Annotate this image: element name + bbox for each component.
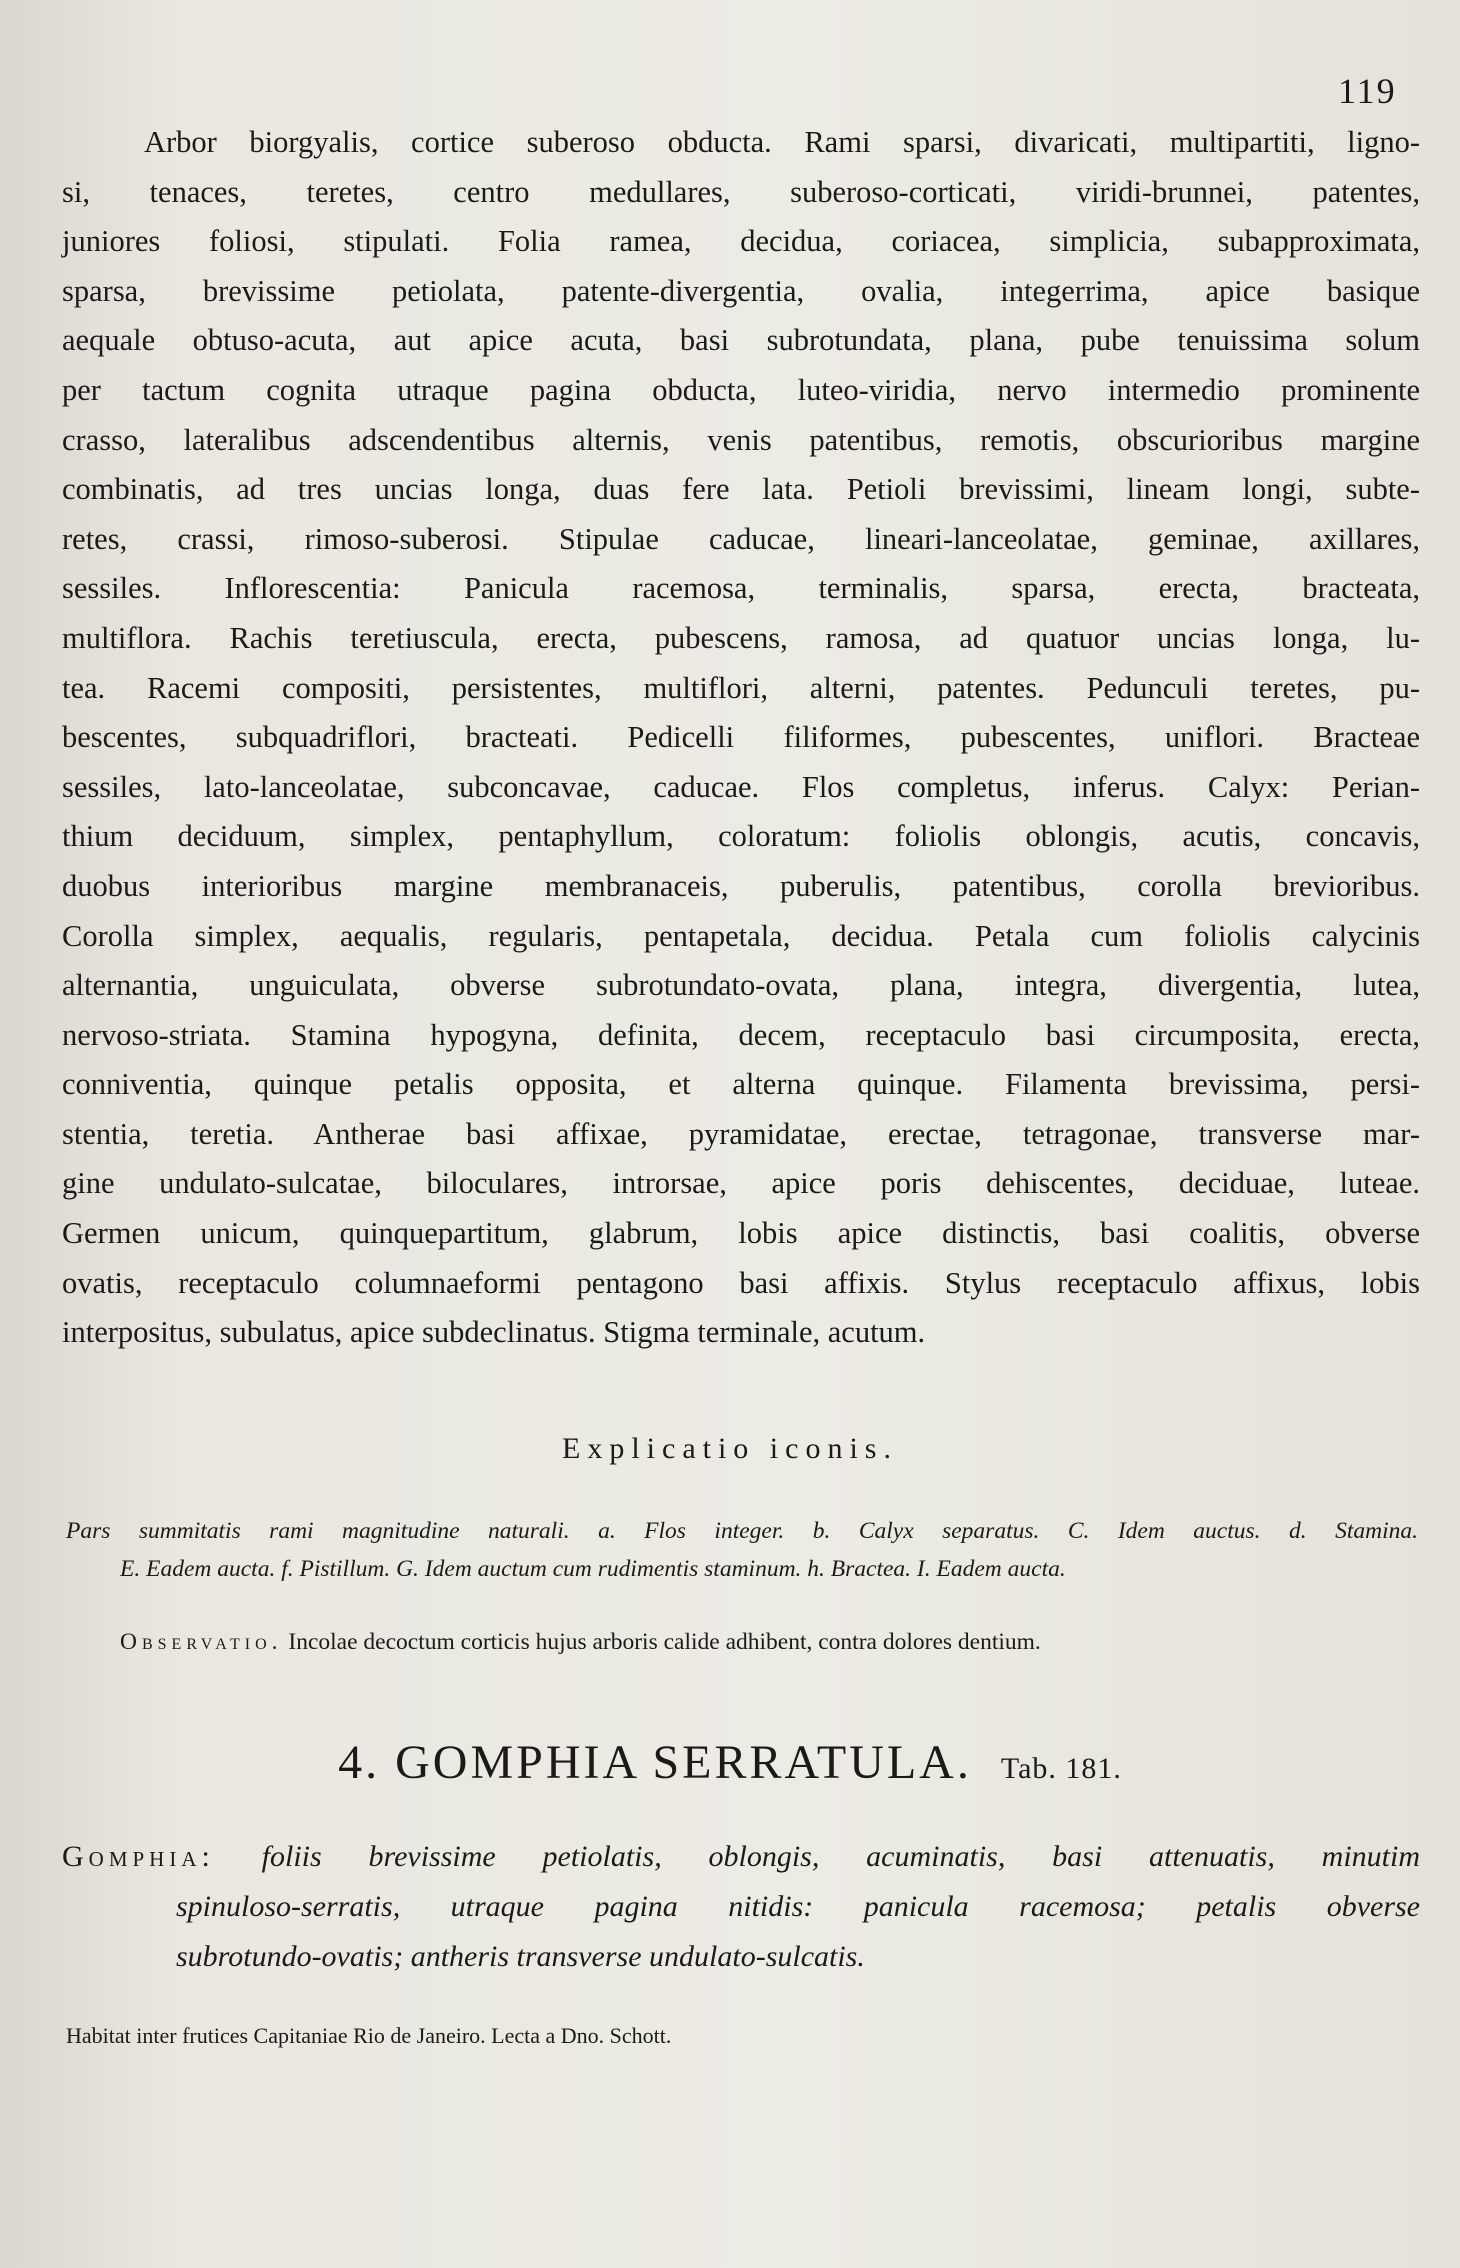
plate-reference: Tab. 181. [1000,1752,1122,1785]
description-line: sparsa, brevissime petiolata, patente-divergentia, ovalia, integerrima, apice basique [62,273,1420,308]
species-diagnosis [62,1832,1420,1982]
description-line: per tactum cognita utraque pagina obducta, luteo-viridia, nervo intermedio prominente [62,372,1420,407]
description-line: combinatis, ad tres uncias longa, duas fere lata. Petioli brevissimi, lineam longi, subte- [62,472,1420,507]
observatio [120,1629,1420,1656]
description-line: ovatis, receptaculo columnaeformi pentagono basi affixis. Stylus receptaculo affixus, lobis [62,1265,1420,1300]
description-line: si, tenaces, teretes, centro medullares, suberoso-corticati, viridi-brunnei, patentes, [62,174,1420,209]
diagnosis-line: subrotundo-ovatis; antheris transverse undulato-sulcatis. [176,1940,865,1973]
species-number: 4. [338,1736,381,1789]
description-line: thium deciduum, simplex, pentaphyllum, coloratum: foliolis oblongis, acutis, concavis, [62,819,1420,854]
observatio-label: Observatio. [120,1629,283,1655]
diagnosis-line: foliis brevissime petiolatis, oblongis, acuminatis, basi attenuatis, minutim [261,1840,1420,1873]
page-number: 119 [1338,71,1397,111]
species-heading [0,1735,1460,1790]
description-line: alternantia, unguiculata, obverse subrotundato-ovata, plana, integra, divergentia, lutea, [62,968,1420,1003]
description-line: interpositus, subulatus, apice subdeclinatus. Stigma terminale, acutum. [62,1315,926,1350]
explicatio-heading: Explicatio iconis. [562,1432,898,1465]
observatio-text: Incolae decoctum corticis hujus arboris calide adhibent, contra dolores dentium. [288,1629,1041,1655]
explicatio-line: E. Eadem aucta. f. Pistillum. G. Idem auctum cum rudimentis staminum. h. Bractea. I. Eadem aucta. [120,1556,1066,1582]
description-line: Corolla simplex, aequalis, regularis, pentapetala, decidua. Petala cum foliolis calycinis [62,918,1420,953]
description-line: crasso, lateralibus adscendentibus alternis, venis patentibus, remotis, obscurioribus margine [62,422,1420,457]
description-line: juniores foliosi, stipulati. Folia ramea, decidua, coriacea, simplicia, subapproximata, [62,224,1420,259]
description-line: sessiles. Inflorescentia: Panicula racemosa, terminalis, sparsa, erecta, bracteata, [62,571,1420,606]
description-line: duobus interioribus margine membranaceis, puberulis, patentibus, corolla brevioribus. [62,868,1420,903]
species-name: GOMPHIA SERRATULA. [395,1736,972,1789]
description-line: sessiles, lato-lanceolatae, subconcavae, caducae. Flos completus, inferus. Calyx: Perian- [62,769,1420,804]
explicatio-text [66,1512,1418,1588]
habitat-note: Habitat inter frutices Capitaniae Rio de Janeiro. Lecta a Dno. Schott. [66,2023,672,2048]
description-line: Germen unicum, quinquepartitum, glabrum, lobis apice distinctis, basi coalitis, obverse [62,1216,1420,1251]
description-line: nervoso-striata. Stamina hypogyna, definita, decem, receptaculo basi circumposita, erecta, [62,1017,1420,1052]
description-line: aequale obtuso-acuta, aut apice acuta, basi subrotundata, plana, pube tenuissima solum [62,323,1420,358]
diagnosis-genus: Gomphia: [62,1840,215,1873]
diagnosis-first-line [62,1832,1420,1882]
description-line: Arbor biorgyalis, cortice suberoso obducta. Rami sparsi, divaricati, multipartiti, ligno- [144,125,1420,159]
species-description [62,118,1420,1358]
description-line: stentia, teretia. Antherae basi affixae, pyramidatae, erectae, tetragonae, transverse mar- [62,1116,1420,1151]
description-line: retes, crassi, rimoso-suberosi. Stipulae caducae, lineari-lanceolatae, geminae, axillares, [62,521,1420,556]
description-line: conniventia, quinque petalis opposita, et alterna quinque. Filamenta brevissima, persi- [62,1067,1420,1102]
explicatio-line: Pars summitatis rami magnitudine naturali. a. Flos integer. b. Calyx separatus. C. Idem auctus. d. Stamina. [66,1518,1418,1544]
description-line: bescentes, subquadriflori, bracteati. Pedicelli filiformes, pubescentes, uniflori. Bracteae [62,720,1420,755]
description-line: tea. Racemi compositi, persistentes, multiflori, alterni, patentes. Pedunculi teretes, pu- [62,670,1420,705]
description-line: gine undulato-sulcatae, biloculares, introrsae, apice poris dehiscentes, deciduae, luteae. [62,1166,1420,1201]
diagnosis-line: spinuloso-serratis, utraque pagina nitidis: panicula racemosa; petalis obverse [176,1890,1420,1923]
description-line: multiflora. Rachis teretiuscula, erecta, pubescens, ramosa, ad quatuor uncias longa, lu- [62,620,1420,655]
